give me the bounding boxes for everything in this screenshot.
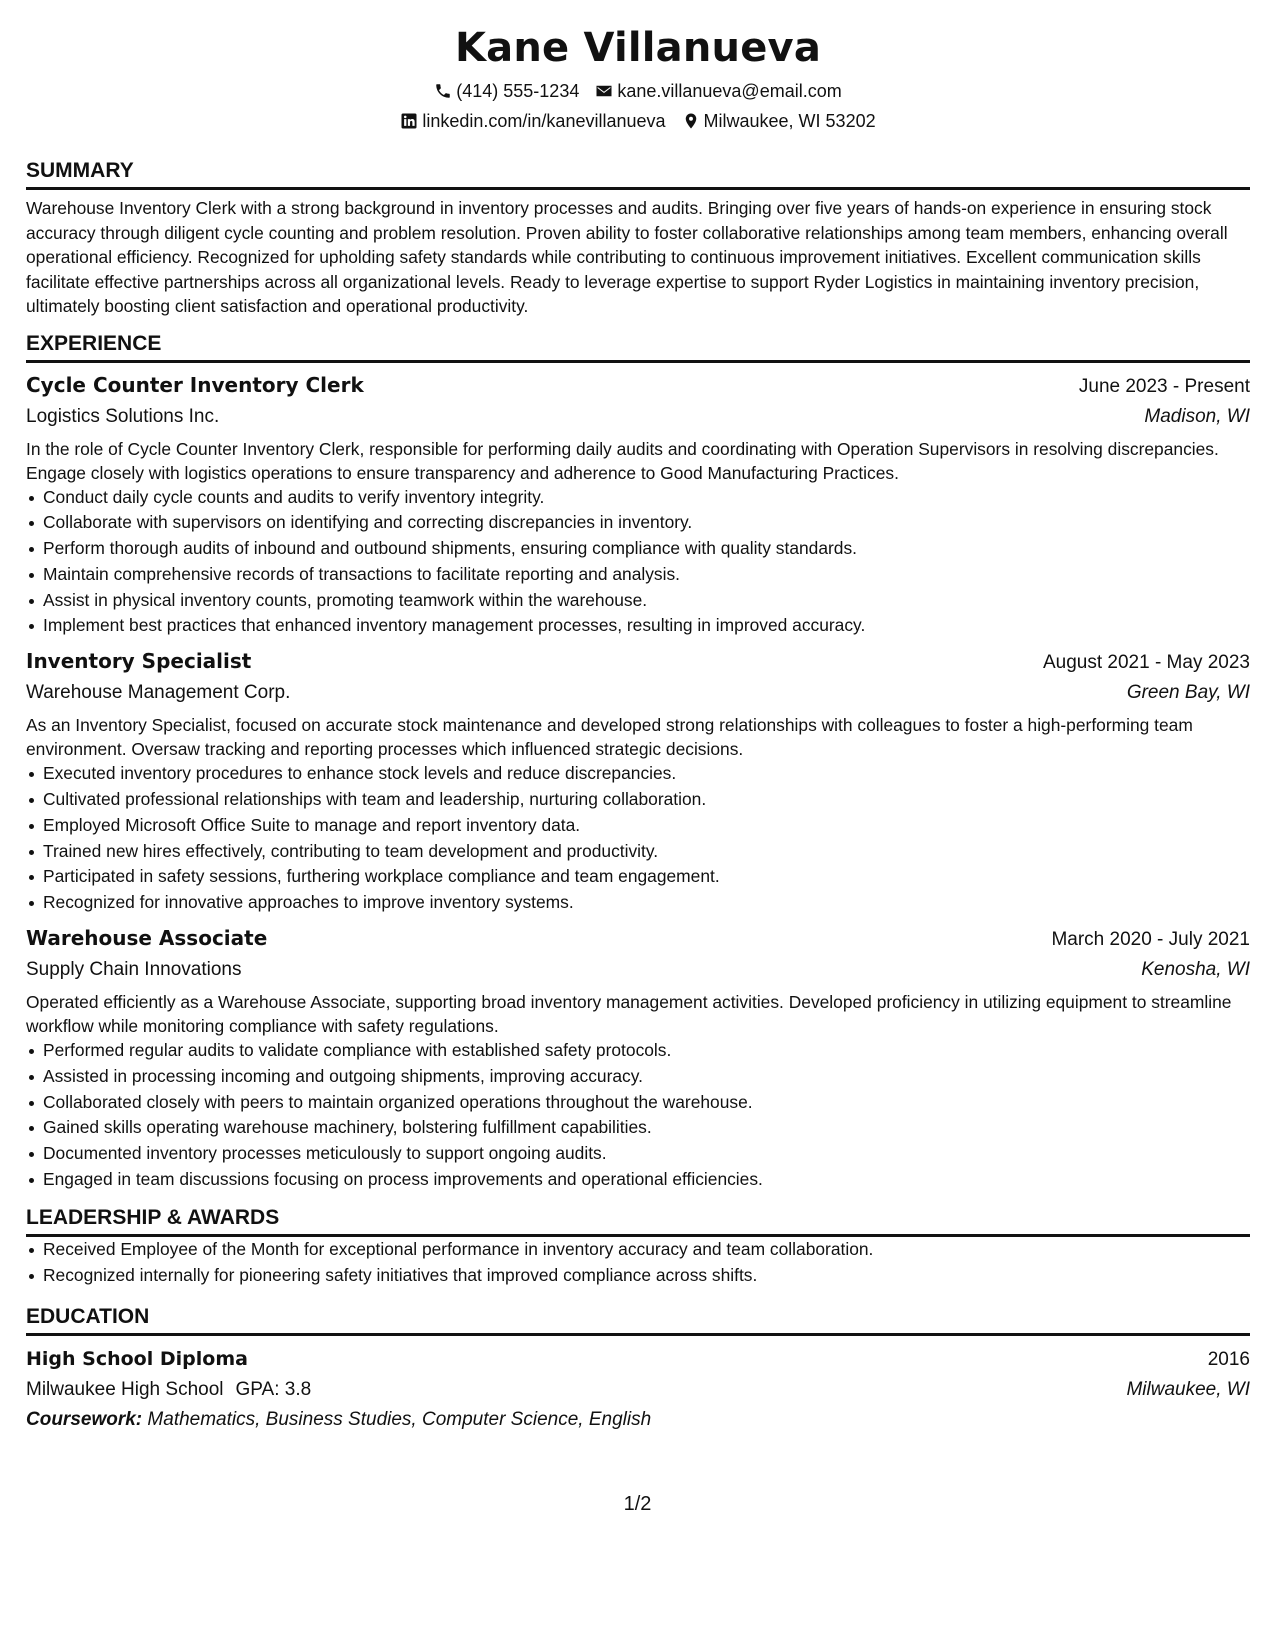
list-item: Participated in safety sessions, furthering workplace compliance and team engagement.: [26, 864, 1250, 890]
location-text: Milwaukee, WI 53202: [703, 111, 876, 131]
linkedin-contact[interactable]: [400, 110, 665, 132]
job-description: In the role of Cycle Counter Inventory Clerk, responsible for performing daily audits and coordinating with Operation Supervisors in resolving discrepancies. Engage closely with logistics operations to ensure transparency and adherence to Good Manufacturing Practices.: [26, 438, 1219, 483]
list-item: Cultivated professional relationships with team and leadership, nurturing collaboration.: [26, 787, 1250, 813]
coursework: [26, 1405, 1250, 1435]
job-title: Inventory Specialist: [26, 649, 252, 674]
graduation-year: 2016: [1207, 1349, 1250, 1371]
list-item: Gained skills operating warehouse machinery, bolstering fulfillment capabilities.: [26, 1115, 1250, 1141]
list-item: Maintain comprehensive records of transactions to facilitate reporting and analysis.: [26, 562, 1250, 588]
contact-line-1: [26, 80, 1250, 102]
list-item: Collaborated closely with peers to maintain organized operations throughout the warehouse.: [26, 1090, 1250, 1116]
awards-section: [26, 1205, 1250, 1289]
list-item: Collaborate with supervisors on identifying and correcting discrepancies in inventory.: [26, 510, 1250, 536]
job-entry: [26, 370, 1250, 640]
gpa: GPA: 3.8: [235, 1379, 312, 1401]
list-item: Recognized for innovative approaches to improve inventory systems.: [26, 890, 1250, 916]
job-location: Madison, WI: [1144, 405, 1250, 427]
section-title: EDUCATION: [26, 1304, 1250, 1336]
phone-contact: [434, 80, 579, 102]
coursework-label: Coursework:: [26, 1409, 143, 1431]
location-contact: [682, 110, 876, 132]
job-title: Cycle Counter Inventory Clerk: [26, 372, 364, 397]
education-entry: [26, 1344, 1250, 1435]
list-item: Conduct daily cycle counts and audits to verify inventory integrity.: [26, 485, 1250, 511]
list-item: Perform thorough audits of inbound and outbound shipments, ensuring compliance with quality standards.: [26, 536, 1250, 562]
list-item: Employed Microsoft Office Suite to manage and report inventory data.: [26, 813, 1250, 839]
email-text: kane.villanueva@email.com: [617, 81, 842, 101]
school-line: [26, 1375, 311, 1405]
summary-section: [26, 158, 1250, 319]
list-item: Executed inventory procedures to enhance stock levels and reduce discrepancies.: [26, 761, 1250, 787]
list-item: Recognized internally for pioneering safety initiatives that improved compliance across shifts.: [26, 1263, 1250, 1289]
phone-icon: [434, 82, 452, 100]
education-section: [26, 1304, 1250, 1435]
email-contact[interactable]: [595, 80, 841, 102]
list-item: Assisted in processing incoming and outgoing shipments, improving accuracy.: [26, 1064, 1250, 1090]
company-name: Warehouse Management Corp.: [26, 682, 291, 704]
list-item: Engaged in team discussions focusing on process improvements and operational efficiencies.: [26, 1167, 1250, 1193]
job-location: Kenosha, WI: [1141, 959, 1250, 981]
list-item: Performed regular audits to validate compliance with established safety protocols.: [26, 1038, 1250, 1064]
section-title: SUMMARY: [26, 158, 1250, 190]
candidate-name: Kane Villanueva: [454, 25, 822, 71]
job-bullets: [26, 1038, 1250, 1193]
job-bullets: [26, 761, 1250, 916]
job-dates: March 2020 - July 2021: [1051, 929, 1250, 951]
resume-header: [26, 22, 1250, 132]
summary-text: Warehouse Inventory Clerk with a strong background in inventory processes and audits. Bringing over five years of hands-on experience in ensuring stock accuracy through diligent cycle counting and problem resolution. Proven ability to foster collaborative relationships among team members, enhancing overall operational efficiency. Recognized for upholding safety standards while contributing to continuous improvement initiatives. Excellent communication skills facilitate effective partnerships across all organizational levels. Ready to leverage expertise to support Ryder Logistics in maintaining inventory precision, ultimately boosting client satisfaction and operational productivity.: [26, 198, 1228, 316]
page-number: 1/2: [623, 1493, 652, 1515]
job-description: As an Inventory Specialist, focused on accurate stock maintenance and developed strong relationships with colleagues to foster a high-performing team environment. Oversaw tracking and reporting processes which influenced strategic decisions.: [26, 715, 1193, 760]
job-description: Operated efficiently as a Warehouse Associate, supporting broad inventory management activities. Developed proficiency in utilizing equipment to streamline workflow while monitoring compliance with safety regulations.: [26, 992, 1232, 1037]
job-entry: [26, 923, 1250, 1193]
company-name: Logistics Solutions Inc.: [26, 405, 220, 427]
awards-list: [26, 1237, 1250, 1289]
contact-line-2: [26, 110, 1250, 132]
school-location: Milwaukee, WI: [1126, 1379, 1250, 1401]
map-pin-icon: [682, 112, 700, 130]
job-title: Warehouse Associate: [26, 926, 268, 951]
linkedin-icon: [400, 112, 418, 130]
phone-text: (414) 555-1234: [456, 81, 580, 101]
list-item: Implement best practices that enhanced inventory management processes, resulting in improved accuracy.: [26, 613, 1250, 639]
job-dates: June 2023 - Present: [1078, 375, 1250, 397]
school-name: Milwaukee High School: [26, 1379, 224, 1401]
degree-title: High School Diploma: [26, 1348, 248, 1371]
list-item: Received Employee of the Month for exceptional performance in inventory accuracy and team collaboration.: [26, 1237, 1250, 1263]
linkedin-text: linkedin.com/in/kanevillanueva: [422, 111, 666, 131]
experience-section: [26, 331, 1250, 1193]
coursework-list: Mathematics, Business Studies, Computer Science, English: [147, 1409, 652, 1431]
job-entry: [26, 646, 1250, 916]
company-name: Supply Chain Innovations: [26, 959, 242, 981]
job-location: Green Bay, WI: [1126, 682, 1250, 704]
envelope-icon: [595, 82, 613, 100]
section-title: EXPERIENCE: [26, 331, 1250, 363]
section-title: LEADERSHIP & AWARDS: [26, 1205, 1250, 1237]
job-dates: August 2021 - May 2023: [1042, 652, 1250, 674]
resume-page: [26, 22, 1250, 1435]
job-bullets: [26, 485, 1250, 640]
list-item: Documented inventory processes meticulously to support ongoing audits.: [26, 1141, 1250, 1167]
list-item: Trained new hires effectively, contributing to team development and productivity.: [26, 839, 1250, 865]
list-item: Assist in physical inventory counts, promoting teamwork within the warehouse.: [26, 588, 1250, 614]
